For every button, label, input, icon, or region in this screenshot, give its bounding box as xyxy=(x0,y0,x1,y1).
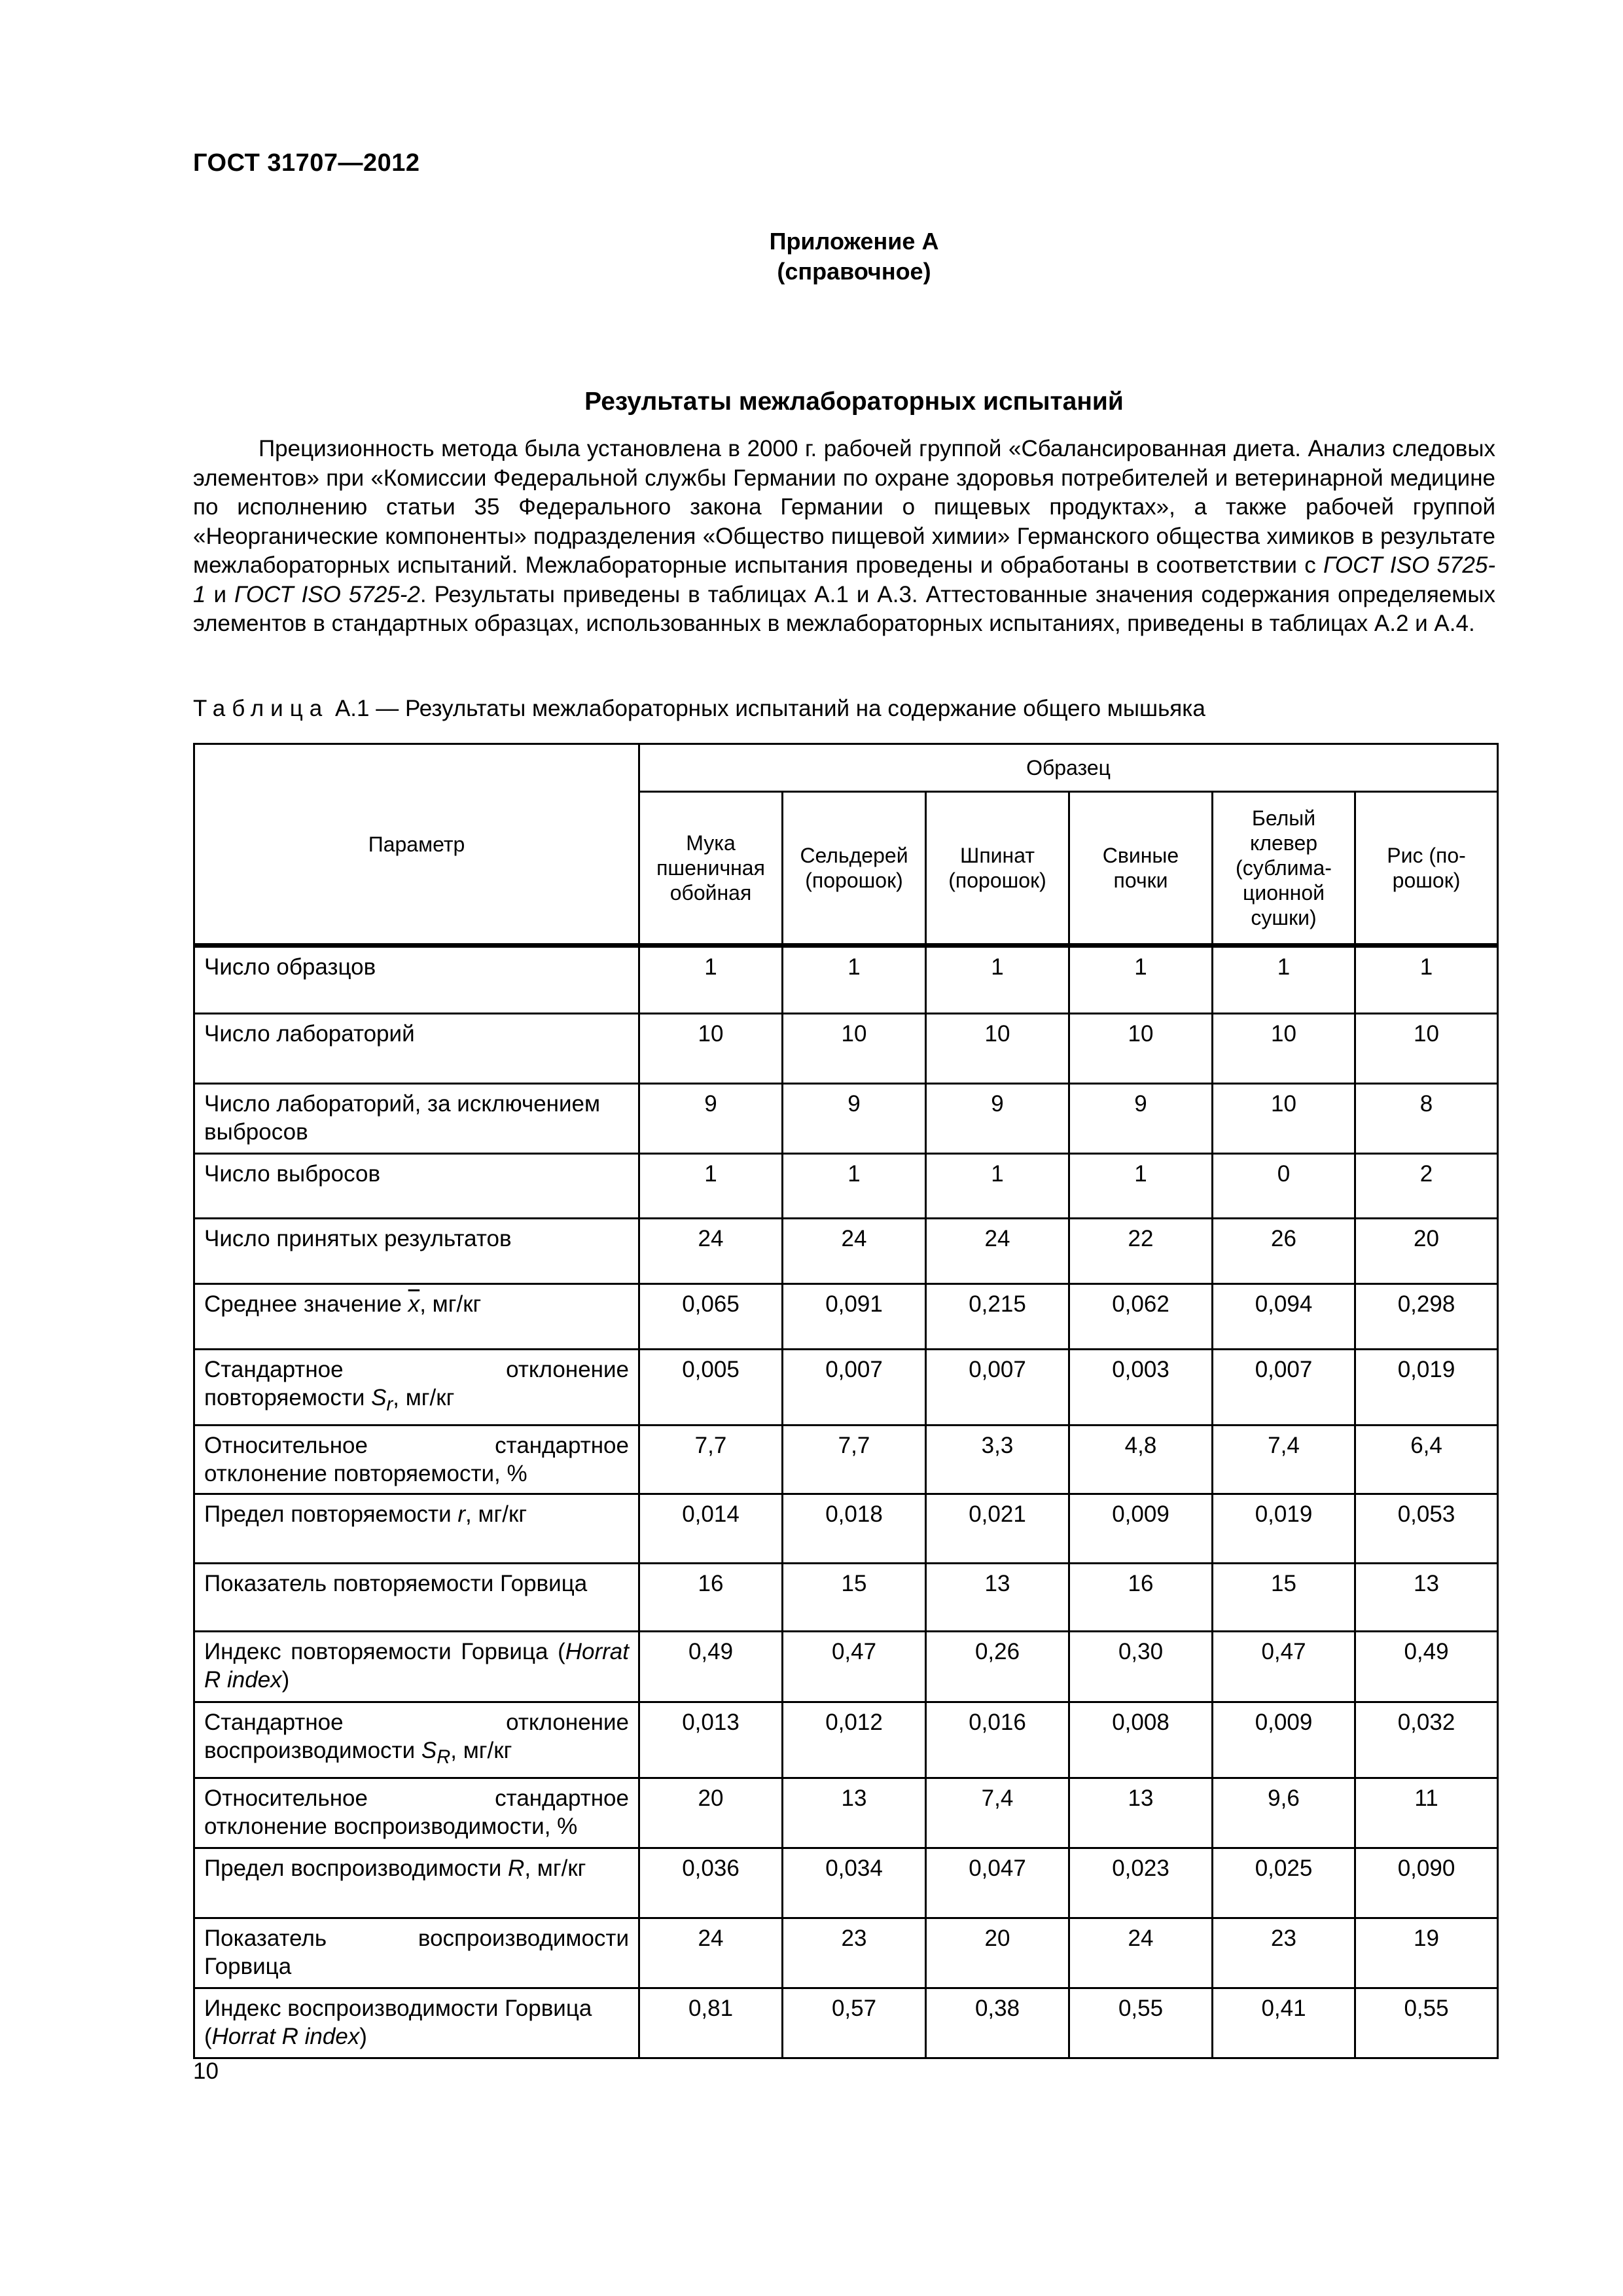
value-cell: 7,4 xyxy=(1213,1426,1355,1494)
param-text: Среднее значение xyxy=(204,1291,408,1317)
param-cell: Число лабораторий xyxy=(194,1014,639,1084)
table-row xyxy=(194,1564,1498,1632)
value-cell: 0,090 xyxy=(1355,1848,1498,1918)
column-header: Рис (по-рошок) xyxy=(1355,792,1498,946)
param-cell xyxy=(194,1702,639,1778)
table-header-row xyxy=(194,744,1498,792)
symbol-r-upper: R xyxy=(508,1856,525,1881)
sample-group-header: Образец xyxy=(639,744,1498,792)
symbol-subscript: r xyxy=(386,1394,393,1415)
value-cell: 13 xyxy=(926,1564,1069,1632)
value-cell: 6,4 xyxy=(1355,1426,1498,1494)
param-cell xyxy=(194,1284,639,1350)
value-cell: 9 xyxy=(639,1084,783,1154)
value-cell: 0,30 xyxy=(1069,1632,1213,1702)
value-cell: 11 xyxy=(1355,1778,1498,1848)
value-cell: 1 xyxy=(926,946,1069,1014)
value-cell: 24 xyxy=(926,1219,1069,1284)
table-row xyxy=(194,1219,1498,1284)
value-cell: 26 xyxy=(1213,1219,1355,1284)
table-row xyxy=(194,1426,1498,1494)
value-cell: 0,019 xyxy=(1213,1494,1355,1564)
value-cell: 15 xyxy=(1213,1564,1355,1632)
param-text: Предел воспроизводимости xyxy=(204,1856,508,1881)
table-row xyxy=(194,1284,1498,1350)
body-text-part-1: Прецизионность метода была установлена в 2000 г. рабочей группой «Сбалансированная диета. Анализ следовых элементов» при «Комиссии Федеральной службы Германии по охране здоровья потребителей и ветеринарной медицине по исполнению статьи 35 Федерального закона Германии о пищевых продуктах», а также рабочей группой «Неорганические компоненты» подразделения «Общество пищевой химии» Германского общества химиков в результате межлабораторных испытаний. Межлабораторные испытания проведены и обработаны в соответствии с xyxy=(193,436,1495,578)
value-cell: 0,036 xyxy=(639,1848,783,1918)
column-header: Шпинат (порошок) xyxy=(926,792,1069,946)
value-cell: 0,47 xyxy=(783,1632,926,1702)
value-cell: 9,6 xyxy=(1213,1778,1355,1848)
param-cell: Показатель воспроизводимости Горвица xyxy=(194,1918,639,1988)
value-cell: 10 xyxy=(783,1014,926,1084)
horrat-term: Horrat R index xyxy=(204,1639,629,1693)
value-cell: 0,065 xyxy=(639,1284,783,1350)
value-cell: 10 xyxy=(1213,1084,1355,1154)
param-column-header: Параметр xyxy=(194,744,639,946)
value-cell: 0,012 xyxy=(783,1702,926,1778)
reference-iso-5725-1: ГОСТ ISO 5725-1 xyxy=(193,552,1495,607)
param-text: Предел повторяемости xyxy=(204,1501,458,1527)
value-cell: 22 xyxy=(1069,1219,1213,1284)
param-cell: Число лабораторий, за исключением выбросов xyxy=(194,1084,639,1154)
table-row xyxy=(194,946,1498,1014)
value-cell: 0,023 xyxy=(1069,1848,1213,1918)
value-cell: 0,021 xyxy=(926,1494,1069,1564)
table-row xyxy=(194,1918,1498,1988)
value-cell: 24 xyxy=(783,1219,926,1284)
value-cell: 10 xyxy=(1213,1014,1355,1084)
symbol-r: r xyxy=(457,1501,466,1527)
value-cell: 16 xyxy=(639,1564,783,1632)
value-cell: 24 xyxy=(1069,1918,1213,1988)
value-cell: 9 xyxy=(1069,1084,1213,1154)
body-paragraph xyxy=(193,435,1495,639)
value-cell: 0,018 xyxy=(783,1494,926,1564)
value-cell: 0,005 xyxy=(639,1350,783,1426)
value-cell: 24 xyxy=(639,1918,783,1988)
value-cell: 0,47 xyxy=(1213,1632,1355,1702)
param-cell xyxy=(194,1988,639,2058)
table-row xyxy=(194,1154,1498,1219)
value-cell: 8 xyxy=(1355,1084,1498,1154)
value-cell: 0 xyxy=(1213,1154,1355,1219)
value-cell: 13 xyxy=(1355,1564,1498,1632)
symbol-s: S xyxy=(421,1738,437,1763)
value-cell: 0,034 xyxy=(783,1848,926,1918)
table-row xyxy=(194,1778,1498,1848)
reference-iso-5725-2: ГОСТ ISO 5725-2 xyxy=(234,581,420,607)
column-header: Мука пшеничная обойная xyxy=(639,792,783,946)
page-number: 10 xyxy=(193,2058,219,2084)
value-cell: 1 xyxy=(926,1154,1069,1219)
value-cell: 0,025 xyxy=(1213,1848,1355,1918)
param-unit: , мг/кг xyxy=(524,1856,586,1881)
column-header: Свиные почки xyxy=(1069,792,1213,946)
param-unit: , мг/кг xyxy=(393,1385,455,1410)
value-cell: 13 xyxy=(1069,1778,1213,1848)
value-cell: 0,41 xyxy=(1213,1988,1355,2058)
value-cell: 0,38 xyxy=(926,1988,1069,2058)
value-cell: 0,009 xyxy=(1213,1702,1355,1778)
value-cell: 1 xyxy=(639,1154,783,1219)
value-cell: 0,49 xyxy=(639,1632,783,1702)
value-cell: 0,009 xyxy=(1069,1494,1213,1564)
value-cell: 10 xyxy=(1355,1014,1498,1084)
value-cell: 0,053 xyxy=(1355,1494,1498,1564)
param-unit: , мг/кг xyxy=(450,1738,512,1763)
param-text: Стандартное отклонение повторяемости xyxy=(204,1357,629,1410)
value-cell: 0,091 xyxy=(783,1284,926,1350)
value-cell: 0,016 xyxy=(926,1702,1069,1778)
column-header: Сельдерей (порошок) xyxy=(783,792,926,946)
value-cell: 2 xyxy=(1355,1154,1498,1219)
param-text: Индекс повторяемости Горвица ( xyxy=(204,1639,565,1664)
column-header: Белый клевер (сублима-ционной сушки) xyxy=(1213,792,1355,946)
table-row xyxy=(194,1014,1498,1084)
value-cell: 3,3 xyxy=(926,1426,1069,1494)
value-cell: 0,013 xyxy=(639,1702,783,1778)
value-cell: 7,4 xyxy=(926,1778,1069,1848)
value-cell: 0,003 xyxy=(1069,1350,1213,1426)
param-close: ) xyxy=(359,2024,367,2049)
value-cell: 20 xyxy=(926,1918,1069,1988)
value-cell: 7,7 xyxy=(783,1426,926,1494)
value-cell: 15 xyxy=(783,1564,926,1632)
param-cell xyxy=(194,1350,639,1426)
param-cell: Число образцов xyxy=(194,946,639,1014)
document-header: ГОСТ 31707—2012 xyxy=(193,149,420,177)
value-cell: 0,007 xyxy=(1213,1350,1355,1426)
mean-symbol: $\overline{x}$ xyxy=(408,1291,420,1317)
body-text-and: и xyxy=(205,581,235,607)
value-cell: 0,062 xyxy=(1069,1284,1213,1350)
param-text: Индекс воспроизводимости Горвица ( xyxy=(204,1996,592,2049)
value-cell: 24 xyxy=(639,1219,783,1284)
section-title: Результаты межлабораторных испытаний xyxy=(584,387,1124,416)
value-cell: 0,032 xyxy=(1355,1702,1498,1778)
value-cell: 0,49 xyxy=(1355,1632,1498,1702)
table-row xyxy=(194,1702,1498,1778)
param-cell xyxy=(194,1632,639,1702)
value-cell: 23 xyxy=(783,1918,926,1988)
param-cell: Число выбросов xyxy=(194,1154,639,1219)
table-caption-word: Таблица xyxy=(193,696,329,721)
value-cell: 0,55 xyxy=(1069,1988,1213,2058)
param-cell xyxy=(194,1848,639,1918)
symbol-subscript: R xyxy=(437,1747,451,1768)
value-cell: 13 xyxy=(783,1778,926,1848)
results-table xyxy=(193,743,1499,2059)
value-cell: 0,007 xyxy=(926,1350,1069,1426)
value-cell: 10 xyxy=(639,1014,783,1084)
value-cell: 16 xyxy=(1069,1564,1213,1632)
value-cell: 4,8 xyxy=(1069,1426,1213,1494)
value-cell: 1 xyxy=(1355,946,1498,1014)
table-row xyxy=(194,1988,1498,2058)
table-row xyxy=(194,1084,1498,1154)
table-row xyxy=(194,1494,1498,1564)
value-cell: 0,019 xyxy=(1355,1350,1498,1426)
body-text-part-2: . Результаты приведены в таблицах А.1 и А.3. Аттестованные значения содержания определяемых элементов в стандартных образцах, использованных в межлабораторных испытаниях, приведены в таблицах А.2 и А.4. xyxy=(193,581,1495,636)
value-cell: 19 xyxy=(1355,1918,1498,1988)
appendix-title: Приложение А xyxy=(769,228,939,255)
table-caption xyxy=(193,696,1205,722)
value-cell: 0,298 xyxy=(1355,1284,1498,1350)
value-cell: 0,094 xyxy=(1213,1284,1355,1350)
horrat-term: Horrat R index xyxy=(211,2024,360,2049)
value-cell: 0,57 xyxy=(783,1988,926,2058)
param-cell xyxy=(194,1494,639,1564)
value-cell: 9 xyxy=(783,1084,926,1154)
table-row xyxy=(194,1350,1498,1426)
value-cell: 1 xyxy=(783,1154,926,1219)
value-cell: 0,008 xyxy=(1069,1702,1213,1778)
param-cell: Число принятых результатов xyxy=(194,1219,639,1284)
value-cell: 10 xyxy=(1069,1014,1213,1084)
symbol-s: S xyxy=(371,1385,387,1410)
value-cell: 20 xyxy=(1355,1219,1498,1284)
param-unit: , мг/кг xyxy=(419,1291,482,1317)
appendix-subtitle: (справочное) xyxy=(777,258,931,285)
param-unit: , мг/кг xyxy=(465,1501,527,1527)
param-text: Стандартное отклонение воспроизводимости xyxy=(204,1710,629,1763)
param-cell: Относительное стандартное отклонение повторяемости, % xyxy=(194,1426,639,1494)
value-cell: 1 xyxy=(1213,946,1355,1014)
value-cell: 0,81 xyxy=(639,1988,783,2058)
value-cell: 20 xyxy=(639,1778,783,1848)
value-cell: 1 xyxy=(783,946,926,1014)
param-cell: Относительное стандартное отклонение воспроизводимости, % xyxy=(194,1778,639,1848)
table-row xyxy=(194,1848,1498,1918)
value-cell: 0,007 xyxy=(783,1350,926,1426)
value-cell: 0,26 xyxy=(926,1632,1069,1702)
value-cell: 0,55 xyxy=(1355,1988,1498,2058)
value-cell: 0,215 xyxy=(926,1284,1069,1350)
table-caption-text: А.1 — Результаты межлабораторных испытаний на содержание общего мышьяка xyxy=(329,696,1205,721)
value-cell: 23 xyxy=(1213,1918,1355,1988)
value-cell: 1 xyxy=(1069,946,1213,1014)
value-cell: 0,014 xyxy=(639,1494,783,1564)
value-cell: 7,7 xyxy=(639,1426,783,1494)
value-cell: 1 xyxy=(1069,1154,1213,1219)
value-cell: 1 xyxy=(639,946,783,1014)
value-cell: 0,047 xyxy=(926,1848,1069,1918)
table-row xyxy=(194,1632,1498,1702)
value-cell: 10 xyxy=(926,1014,1069,1084)
param-close: ) xyxy=(281,1667,290,1693)
param-cell: Показатель повторяемости Горвица xyxy=(194,1564,639,1632)
value-cell: 9 xyxy=(926,1084,1069,1154)
